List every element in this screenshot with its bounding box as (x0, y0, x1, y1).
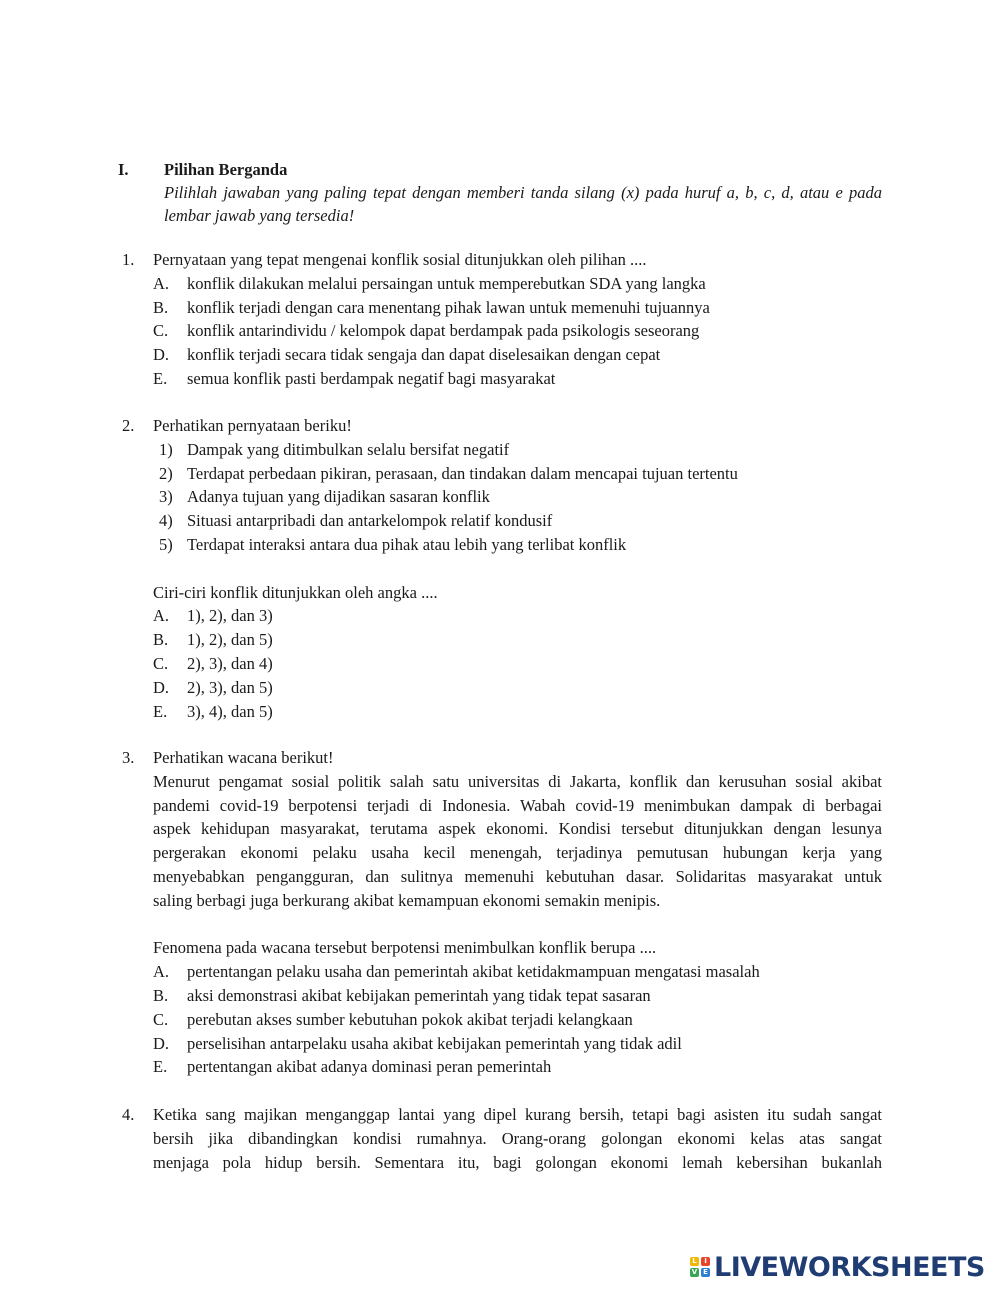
option-text: konflik terjadi secara tidak sengaja dan dapat diselesaikan dengan cepat (187, 345, 661, 365)
logo-tile: E (701, 1268, 710, 1277)
option-text: 1), 2), dan 5) (187, 630, 273, 650)
option-b[interactable] (153, 296, 882, 320)
question-stem: Perhatikan wacana berikut! (153, 748, 334, 767)
option-letter: C. (153, 1009, 169, 1029)
section-title: Pilihan Berganda (164, 160, 288, 179)
statement-number: 4) (159, 511, 173, 531)
passage-line: bersih jika dibandingkan kondisi rumahnya. Orang-orang golongan ekonomi kelas atas sangat (153, 1128, 882, 1148)
question-4 (118, 1103, 888, 1174)
question-number: 3. (122, 748, 135, 767)
option-text: 1), 2), dan 3) (187, 606, 273, 626)
option-letter: C. (153, 653, 169, 673)
question-prompt: Ciri-ciri konflik ditunjukkan oleh angka .... (153, 582, 438, 602)
section-number: I. (118, 160, 129, 179)
statement-number: 3) (159, 487, 173, 507)
option-letter: C. (153, 321, 169, 341)
option-text: 2), 3), dan 4) (187, 653, 273, 673)
statement-item (153, 533, 882, 557)
statement-text: Adanya tujuan yang dijadikan sasaran konflik (187, 487, 490, 507)
option-letter: A. (153, 606, 170, 626)
option-letter: E. (153, 701, 168, 721)
option-e[interactable] (153, 367, 882, 391)
reading-passage (153, 1103, 882, 1174)
question-2 (118, 414, 888, 723)
option-text: perebutan akses sumber kebutuhan pokok akibat terjadi kelangkaan (187, 1009, 633, 1029)
option-d[interactable] (153, 1032, 882, 1056)
statement-text: Situasi antarpribadi dan antarkelompok relatif kondusif (187, 511, 553, 531)
option-letter: B. (153, 630, 169, 650)
statement-text: Terdapat perbedaan pikiran, perasaan, dan tindakan dalam mencapai tujuan tertentu (187, 463, 738, 483)
passage-line: saling berbagi juga berkurang akibat kemampuan ekonomi semakin menipis. (153, 890, 661, 910)
question-number: 2. (122, 416, 135, 435)
option-e[interactable] (153, 1055, 882, 1079)
option-text: konflik terjadi dengan cara menentang pihak lawan untuk memenuhi tujuannya (187, 297, 710, 317)
option-c[interactable] (153, 1008, 882, 1032)
option-letter: A. (153, 273, 170, 293)
option-text: perselisihan antarpelaku usaha akibat kebijakan pemerintah yang tidak adil (187, 1033, 682, 1053)
option-letter: D. (153, 345, 170, 365)
option-text: semua konflik pasti berdampak negatif bagi masyarakat (187, 368, 556, 388)
option-text: pertentangan pelaku usaha dan pemerintah akibat ketidakmampuan mengatasi masalah (187, 962, 760, 982)
question-stem: Pernyataan yang tepat mengenai konflik sosial ditunjukkan oleh pilihan .... (153, 250, 647, 269)
option-text: 3), 4), dan 5) (187, 701, 273, 721)
option-a[interactable] (153, 272, 882, 296)
liveworksheets-mark-icon (690, 1257, 710, 1277)
statement-number: 5) (159, 534, 173, 554)
option-e[interactable] (153, 700, 882, 724)
option-text: 2), 3), dan 5) (187, 677, 273, 697)
statement-number: 2) (159, 463, 173, 483)
option-letter: D. (153, 677, 170, 697)
statement-item (153, 509, 882, 533)
passage-line: Menurut pengamat sosial politik salah satu universitas di Jakarta, konflik dan kerusuhan sosial akibat (153, 771, 882, 791)
statement-text: Terdapat interaksi antara dua pihak atau lebih yang terlibat konflik (187, 534, 627, 554)
option-a[interactable] (153, 604, 882, 628)
logo-wordmark: LIVEWORKSHEETS (714, 1251, 985, 1283)
logo-tile: I (701, 1257, 710, 1266)
option-text: konflik antarindividu / kelompok dapat berdampak pada psikologis seseorang (187, 321, 700, 341)
passage-line: menyebabkan pengangguran, dan sulitnya memenuhi kebutuhan dasar. Solidaritas masyarakat untuk (153, 866, 882, 886)
option-d[interactable] (153, 343, 882, 367)
option-c[interactable] (153, 652, 882, 676)
logo-tile: L (690, 1257, 699, 1266)
option-d[interactable] (153, 676, 882, 700)
passage-line: menjaga pola hidup bersih. Sementara itu, bagi golongan ekonomi lemah kebersihan bukanlah (153, 1152, 882, 1172)
option-letter: B. (153, 297, 169, 317)
option-letter: E. (153, 1057, 168, 1077)
passage-line: aspek kehidupan masyarakat, terutama aspek ekonomi. Kondisi tersebut ditunjukkan dengan lesunya (153, 819, 882, 839)
question-number: 4. (122, 1105, 135, 1124)
option-c[interactable] (153, 319, 882, 343)
reading-passage (153, 770, 882, 913)
question-3 (118, 746, 888, 1079)
passage-line: Ketika sang majikan menganggap lantai yang dipel kurang bersih, tetapi bagi asisten itu sudah sangat (153, 1105, 882, 1124)
question-1 (118, 248, 888, 391)
question-prompt: Fenomena pada wacana tersebut berpotensi menimbulkan konflik berupa .... (153, 938, 657, 958)
option-b[interactable] (153, 628, 882, 652)
statement-item (153, 462, 882, 486)
option-letter: B. (153, 985, 169, 1005)
option-letter: E. (153, 368, 168, 388)
question-number: 1. (122, 250, 135, 269)
option-b[interactable] (153, 984, 882, 1008)
statement-item (153, 438, 882, 462)
option-letter: A. (153, 962, 170, 982)
passage-line: pandemi covid-19 berpotensi terjadi di Indonesia. Wabah covid-19 menimbukan dampak di berbagai (153, 795, 882, 815)
passage-line: pergerakan ekonomi pelaku usaha kecil menengah, terjadinya pemutusan hubungan kerja yang (153, 843, 882, 863)
option-text: konflik dilakukan melalui persaingan untuk memperebutkan SDA yang langka (187, 273, 706, 293)
logo-tile: V (691, 1268, 698, 1276)
option-letter: D. (153, 1033, 170, 1053)
option-text: aksi demonstrasi akibat kebijakan pemerintah yang tidak tepat sasaran (187, 985, 651, 1005)
option-text: pertentangan akibat adanya dominasi peran pemerintah (187, 1057, 552, 1077)
question-stem: Perhatikan pernyataan beriku! (153, 416, 352, 435)
liveworksheets-logo (690, 1250, 985, 1284)
statement-number: 1) (159, 439, 173, 459)
option-a[interactable] (153, 960, 882, 984)
statement-item (153, 485, 882, 509)
section-instruction: Pilihlah jawaban yang paling tepat dengan memberi tanda silang (x) pada huruf a, b, c, d, atau e pada lembar jawab yang tersedia! (164, 183, 882, 225)
statement-text: Dampak yang ditimbulkan selalu bersifat negatif (187, 439, 510, 459)
